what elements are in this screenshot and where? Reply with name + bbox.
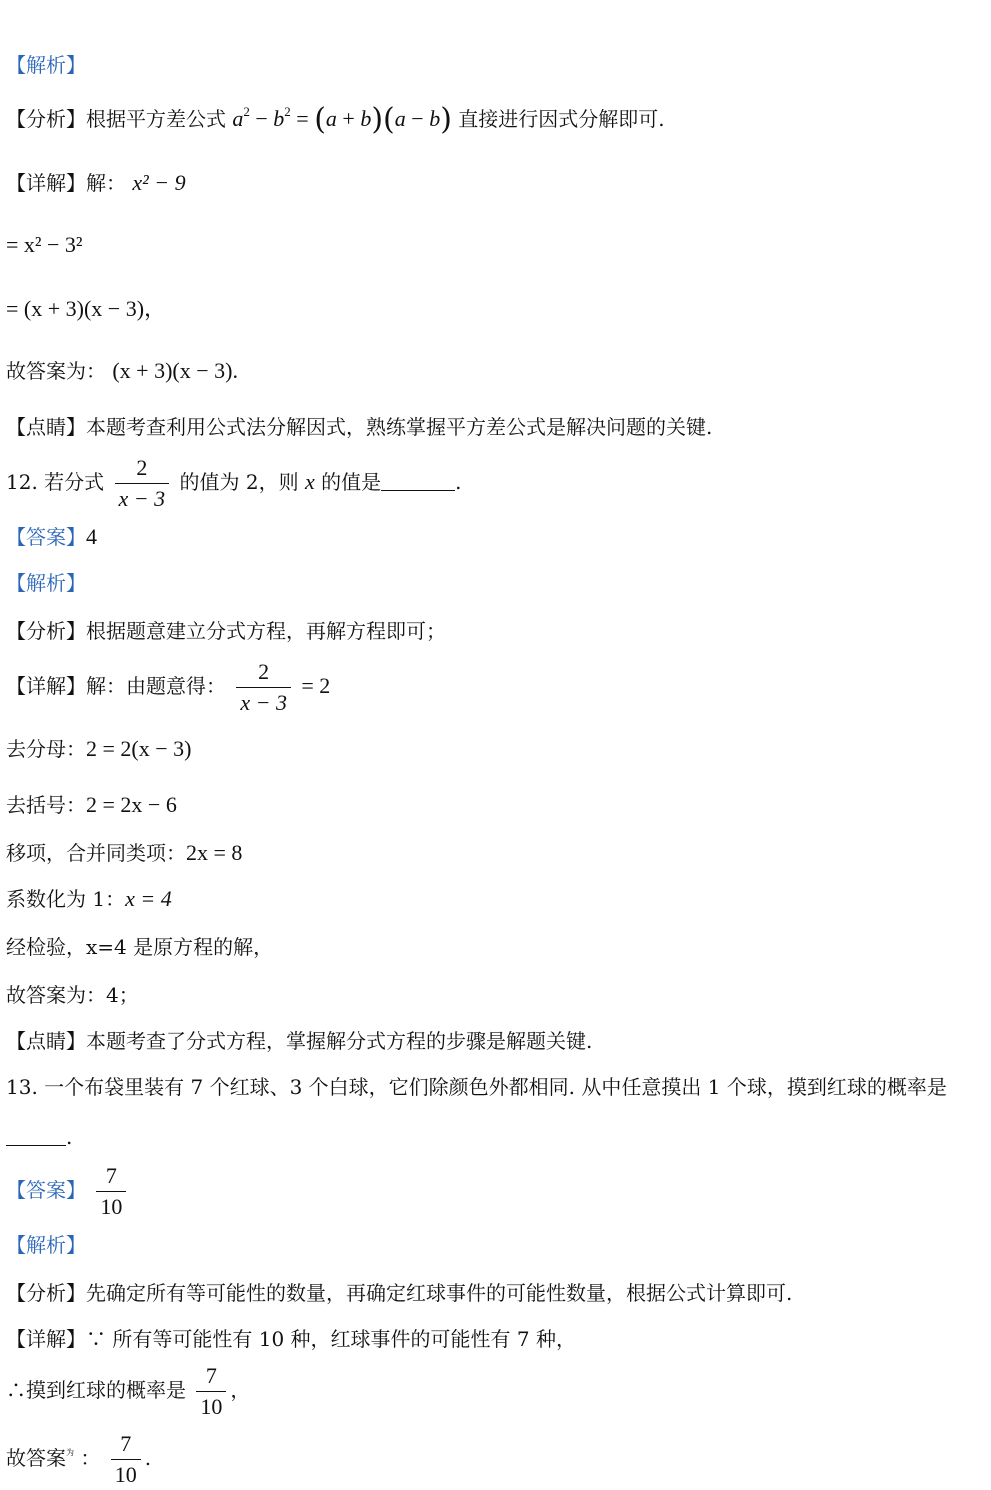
denominator: 10 bbox=[111, 1459, 141, 1487]
jiexi-heading: 【解析】 bbox=[6, 53, 86, 77]
q13-xiangjie-line bbox=[6, 1326, 576, 1352]
xiangjie-text: 解：由题意得： bbox=[86, 674, 226, 698]
q12-fenxi-line bbox=[6, 618, 446, 644]
step-label: 移项，合并同类项： bbox=[6, 841, 186, 865]
q12-xiangjie-line bbox=[6, 660, 330, 715]
q13-final-answer bbox=[6, 1432, 151, 1487]
answer-line bbox=[6, 358, 238, 384]
step-expr: 2x = 8 bbox=[186, 840, 243, 865]
step-label: 去分母： bbox=[6, 737, 86, 761]
q12-stem bbox=[6, 456, 461, 511]
xiangjie-text: 解： bbox=[86, 171, 126, 195]
colon: ： bbox=[80, 1446, 101, 1470]
therefore-text: ∴摸到红球的概率是 bbox=[6, 1378, 186, 1402]
q12-stem-start: 12. 若分式 bbox=[6, 470, 105, 494]
xiangjie-line bbox=[6, 170, 186, 196]
equation-rhs: = 2 bbox=[301, 673, 331, 698]
q13-therefore-line bbox=[6, 1364, 250, 1419]
dianjing-line bbox=[6, 414, 712, 440]
numerator: 7 bbox=[105, 1163, 117, 1188]
period: . bbox=[144, 1446, 152, 1470]
step-remove-denominator bbox=[6, 736, 191, 762]
xiangjie-tag: 【详解】 bbox=[6, 171, 86, 195]
q12-jiexi-heading: 【解析】 bbox=[6, 571, 86, 595]
daan-value: 4 bbox=[86, 524, 97, 549]
numerator: 7 bbox=[120, 1431, 132, 1456]
check-line: 经检验，x=4 是原方程的解， bbox=[6, 935, 274, 959]
q13-stem-blank-line bbox=[6, 1124, 72, 1150]
q13-stem: 13. 一个布袋里装有 7 个红球、3 个白球，它们除颜色外都相同. 从中任意摸出 1 个球，摸到红球的概率是 bbox=[6, 1075, 947, 1099]
step-label: 系数化为 1： bbox=[6, 887, 126, 911]
step-expr: x = 4 bbox=[125, 886, 172, 911]
answer-expr: (x + 3)(x − 3). bbox=[112, 358, 238, 383]
fenxi-tag: 【分析】 bbox=[6, 1281, 86, 1305]
q12-equation-fraction bbox=[236, 660, 291, 715]
probability-fraction bbox=[196, 1364, 226, 1419]
step-factored: = (x + 3)(x − 3)， bbox=[6, 296, 167, 321]
denominator: x − 3 bbox=[115, 483, 170, 511]
period: . bbox=[455, 470, 462, 494]
step-coefficient bbox=[6, 886, 172, 912]
final-fraction bbox=[111, 1432, 141, 1487]
q12-answer-line bbox=[6, 524, 97, 550]
fenxi-tag: 【分析】 bbox=[6, 107, 86, 131]
dianjing-text: 本题考查利用公式法分解因式，熟练掌握平方差公式是解决问题的关键. bbox=[86, 415, 713, 439]
fenxi-line bbox=[6, 102, 665, 137]
difference-of-squares-formula: $a^2 - b^2 = (a + b)(a - b)$ bbox=[232, 102, 452, 137]
step-expr: 2 = 2x − 6 bbox=[86, 792, 177, 817]
daan-tag: 【答案】 bbox=[6, 525, 86, 549]
numerator: 2 bbox=[136, 455, 148, 480]
dianjing-tag: 【点睛】 bbox=[6, 415, 86, 439]
step-remove-brackets bbox=[6, 792, 177, 818]
dianjing-text: 本题考查了分式方程，掌握解分式方程的步骤是解题关键. bbox=[86, 1029, 593, 1053]
xiangjie-tag: 【详解】 bbox=[6, 674, 86, 698]
step-x2-minus-3sq: = x² − 3² bbox=[6, 232, 83, 257]
answer-label-small: 为 bbox=[66, 1448, 74, 1457]
dianjing-tag: 【点睛】 bbox=[6, 1029, 86, 1053]
q12-stem-tail: 的值是 bbox=[321, 470, 382, 494]
q13-jiexi-heading: 【解析】 bbox=[6, 1233, 86, 1257]
daan-tag: 【答案】 bbox=[6, 1178, 86, 1202]
answer-blank bbox=[6, 1145, 66, 1146]
period: . bbox=[66, 1125, 73, 1149]
answer-label: 故答案为： bbox=[6, 359, 106, 383]
q13-answer-line bbox=[6, 1164, 130, 1219]
q12-stem-mid: 的值为 2，则 bbox=[179, 470, 299, 494]
answer-blank bbox=[381, 490, 455, 491]
xiangjie-text: ∵ 所有等可能性有 10 种，红球事件的可能性有 7 种， bbox=[86, 1327, 576, 1351]
expr-x2-minus-9: x² − 9 bbox=[132, 170, 186, 195]
q13-fenxi-line bbox=[6, 1280, 792, 1306]
fenxi-text: 根据题意建立分式方程，再解方程即可； bbox=[86, 619, 446, 643]
step-label: 去括号： bbox=[6, 793, 86, 817]
numerator: 7 bbox=[205, 1363, 217, 1388]
fenxi-text: 先确定所有等可能性的数量，再确定红球事件的可能性数量，根据公式计算即可. bbox=[86, 1281, 793, 1305]
q12-answer-statement: 故答案为：4； bbox=[6, 983, 139, 1007]
denominator: x − 3 bbox=[236, 687, 291, 715]
step-combine-terms bbox=[6, 840, 242, 866]
xiangjie-tag: 【详解】 bbox=[6, 1327, 86, 1351]
comma: ， bbox=[230, 1378, 251, 1402]
variable-x: x bbox=[304, 469, 315, 494]
fenxi-text: 根据平方差公式 bbox=[86, 107, 226, 131]
answer-label: 故答案 bbox=[6, 1446, 66, 1470]
numerator: 2 bbox=[258, 659, 270, 684]
q12-fraction bbox=[115, 456, 170, 511]
step-expr: 2 = 2(x − 3) bbox=[86, 736, 192, 761]
denominator: 10 bbox=[196, 1391, 226, 1419]
fenxi-text-end: 直接进行因式分解即可. bbox=[458, 107, 665, 131]
answer-fraction bbox=[96, 1164, 126, 1219]
q12-dianjing-line bbox=[6, 1028, 592, 1054]
denominator: 10 bbox=[96, 1191, 126, 1219]
fenxi-tag: 【分析】 bbox=[6, 619, 86, 643]
